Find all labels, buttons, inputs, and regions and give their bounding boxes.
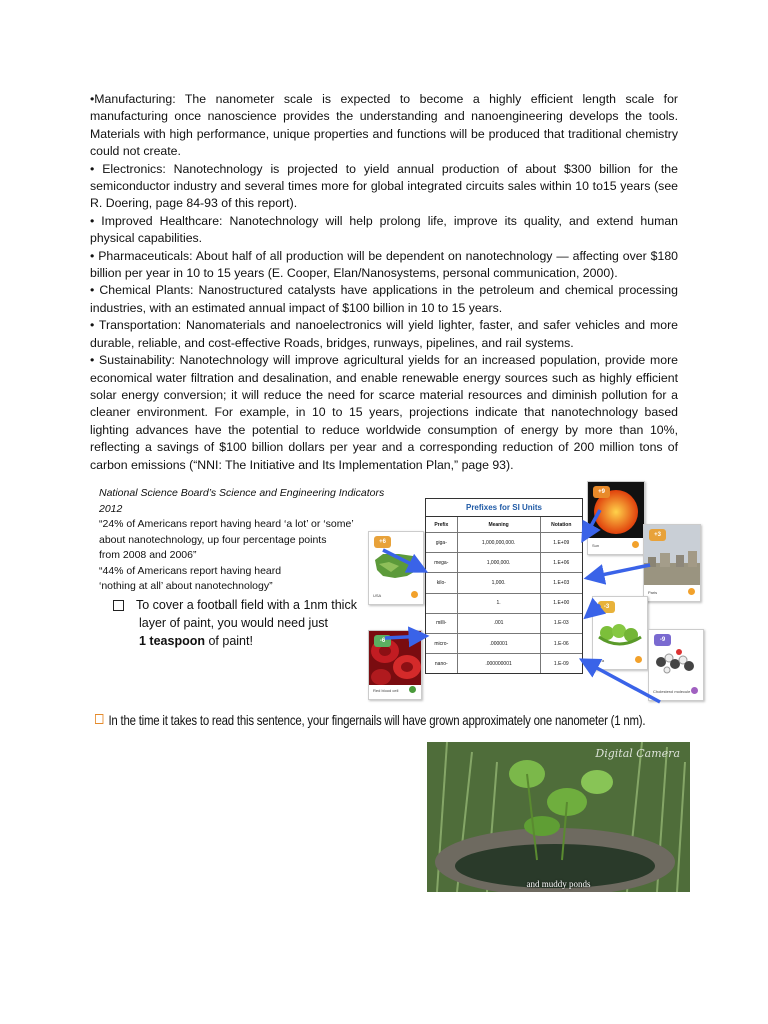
si-cell-meaning: .001 [458,614,541,633]
si-cell-meaning: 1,000. [458,573,541,592]
si-cell-meaning: 1. [458,594,541,613]
si-cell-notation: 1.E-09 [553,660,569,667]
cholesterol-power-tag: -9 [654,634,671,646]
pea-caption: Pea [597,658,605,663]
si-header-notation: Notation [551,521,572,528]
paint-line-3-rest: of paint! [205,634,253,648]
paint-line-1: To cover a football field with a 1nm thick [136,598,357,612]
paragraph-chemical-plants: • Chemical Plants: Nanostructured catalysts have applications in the petroleum and chemical processing industries, with an estimated annual impact of $100 billion in 10 to 15 years. [90,283,678,315]
paragraph-manufacturing: •Manufacturing: The nanometer scale is expected to become a highly efficient length scale for manufacturing once nanoscience provides the understanding and nanoengineering develops the tools. Materials with high performance, unique properties and functions will be produced that traditional chemistry could not create. [90,92,678,159]
arrow-paris-to-kilo [587,565,650,578]
si-cell-prefix: nano- [426,654,458,673]
sun-power-tag: +9 [593,486,610,498]
checkbox-bullet-icon [95,714,103,724]
paragraph-sustainability: • Sustainability: Nanotechnology will improve agricultural yields for an increased population, provide more economical water filtration and desalination, and enable renewable energy sources such as highly efficient solar energy conversion; it will reduce the need for scarce material resources and diminish pollution for a cleaner environment. For example, in 10 to 15 years, projections indicate that nanotechnology based lighting advances have the potential to reduce worldwide consumption of energy by more than 10%, reflecting a savings of $100 billion dollars per year and a corresponding reduction of 200 million tons of carbon emissions (“NNI: The Initiative and Its Implementation Plan,” page 93). [90,353,678,472]
arrow-cholesterol-to-nano [582,660,660,702]
arrow-usa-to-mega [383,550,425,571]
si-cell-meaning: 1,000,000. [458,553,541,572]
si-cell-prefix: giga- [426,533,458,552]
paris-caption: Paris [648,590,658,595]
fingernail-text: In the time it takes to read this sentence, your fingernails will have grown approximately one nanometer (1 nm). [108,713,646,728]
nsb-line: from 2008 and 2006” [99,549,197,561]
rbc-power-tag: -6 [374,635,391,647]
pond-plant-image [427,742,690,892]
si-cell-prefix: micro- [426,634,458,653]
nsb-line: ‘nothing at all’ about nanotechnology” [99,580,273,592]
si-cell-notation: 1.E+00 [553,600,570,607]
paragraph-pharmaceuticals: • Pharmaceuticals: About half of all production will be dependent on nanotechnology — affecting over $180 billion per year in 10 to 15 years (E. Cooper, Elan/Nanosystems, personal communication, 2000). [90,248,678,281]
si-header-prefix: Prefix [426,517,458,532]
nsb-line: “24% of Americans report having heard ‘a lot’ or ‘some’ [99,518,354,530]
si-cell-prefix: mega- [426,553,458,572]
usa-caption: USA [373,593,382,598]
arrow-pea-to-milli [586,605,600,617]
sun-caption: Sun [592,543,600,548]
nsb-citation: National Science Board’s Science and Engineering Indicators 2012 [99,487,385,515]
paragraph-healthcare: • Improved Healthcare: Nanotechnology will help prolong life, improve its quality, and extend human physical capabilities. [90,213,678,246]
si-cell-meaning: .000000001 [458,654,541,673]
paint-line-3-bold: 1 teaspoon [139,634,205,648]
photo-caption: and muddy ponds [526,879,591,889]
si-cell-notation: 1.E+09 [553,539,570,546]
si-cell-prefix: kilo- [426,573,458,592]
pea-power-tag: -3 [598,601,615,613]
camera-watermark: Digital Camera [595,747,680,760]
arrow-rbc-to-micro [385,636,426,638]
si-cell-notation: 1.E-06 [553,640,569,647]
paris-power-tag: +3 [649,529,666,541]
si-cell-meaning: .000001 [458,634,541,653]
usa-power-tag: +6 [374,536,391,548]
pond-photo [427,742,690,892]
paint-line-2: layer of paint, you would need just [139,616,329,630]
si-cell-notation: 1.E+03 [553,579,570,586]
paragraph-electronics: • Electronics: Nanotechnology is projected to yield annual production of about $300 billion for the semiconductor industry and several times more for global integrated circuits sales within 10 to15 years (see R. Doering, page 84-93 of this report). [90,161,678,211]
si-table-title: Prefixes for SI Units [426,499,582,517]
si-cell-notation: 1.E+06 [553,559,570,566]
si-cell-prefix: milli- [426,614,458,633]
si-cell-meaning: 1,000,000,000. [458,533,541,552]
arrow-sun-to-giga [583,510,600,540]
cholesterol-caption: Cholesterol molecule [653,689,691,694]
fingernail-sentence [95,713,645,728]
rbc-caption: Red blood cell [373,688,399,693]
si-header-meaning: Meaning [458,517,541,532]
nsb-line: about nanotechnology, up four percentage points [99,533,327,546]
si-cell-notation: 1.E-03 [553,620,569,627]
nsb-line: “44% of Americans report having heard [99,564,282,577]
paragraph-transportation: • Transportation: Nanomaterials and nanoelectronics will yield lighter, faster, and safer vehicles and more durable, reliable, and cost-effective Roads, bridges, runways, pipelines, and rail systems. [90,318,678,350]
